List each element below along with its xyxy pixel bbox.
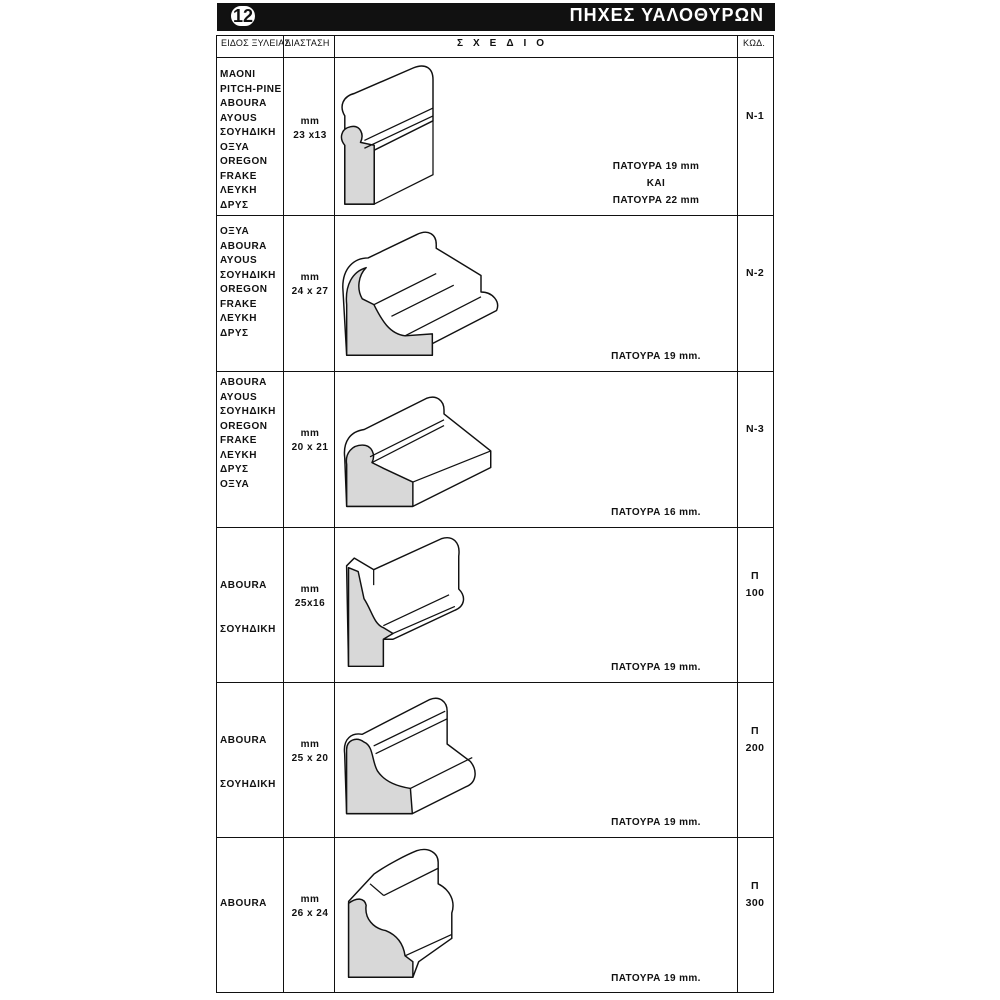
dimension-unit: mm	[300, 583, 320, 595]
wood-type: ABOURA	[220, 240, 267, 252]
wood-type: ΣΟΥΗΔΙΚΗ	[220, 778, 276, 790]
frame-note	[586, 970, 726, 987]
wood-type	[220, 749, 286, 764]
product-code	[737, 421, 773, 438]
product-code-line: N-1	[745, 110, 765, 122]
wood-type: ΔΡΥΣ	[220, 464, 249, 475]
profile-drawing	[335, 841, 737, 987]
product-code-line: 100	[745, 586, 765, 599]
wood-type: ΔΡΥΣ	[220, 327, 249, 339]
wood-type: AYOUS	[220, 112, 258, 124]
wood-type: OREGON	[220, 420, 268, 432]
wood-type: ABOURA	[220, 580, 267, 591]
frame-note-line: ΠΑΤΟΥΡΑ 19 mm.	[611, 817, 701, 828]
wood-type-list	[220, 579, 286, 637]
wood-type	[220, 763, 286, 778]
wood-type: AYOUS	[220, 391, 258, 403]
frame-note	[586, 348, 726, 365]
frame-note	[586, 659, 726, 676]
wood-type-list	[220, 376, 286, 492]
wood-type: AYOUS	[220, 255, 258, 266]
wood-type: ΛΕΥΚΗ	[220, 449, 257, 461]
header-dimension: ΔΙΑΣΤΑΣΗ	[285, 38, 330, 48]
wood-type: ABOURA	[220, 898, 267, 909]
frame-note-line: ΠΑΤΟΥΡΑ 22 mm	[612, 195, 700, 206]
wood-type: ABOURA	[220, 377, 267, 388]
dimension-value: 25 x 20	[291, 752, 329, 764]
row-divider	[217, 837, 773, 838]
wood-type: ΟΞΥΑ	[220, 226, 250, 237]
dimension-value: 20 x 21	[291, 442, 329, 453]
wood-type-list	[220, 734, 286, 792]
product-code-line: 200	[745, 741, 765, 754]
header-wood-type: ΕΙΔΟΣ ΞΥΛΕΙΑΣ	[221, 38, 291, 48]
dimension-cell	[285, 271, 335, 299]
profile-svg	[335, 219, 575, 365]
profile-drawing	[335, 375, 737, 521]
product-code	[737, 723, 773, 757]
wood-type: ΟΞΥΑ	[220, 141, 250, 153]
wood-type-list	[220, 897, 286, 912]
product-code-line: 300	[745, 897, 765, 909]
frame-note-line: ΠΑΤΟΥΡΑ 19 mm.	[611, 351, 701, 362]
profile-svg	[335, 686, 575, 831]
frame-note-line: ΠΑΤΟΥΡΑ 19 mm.	[611, 973, 701, 984]
dimension-unit: mm	[300, 428, 320, 439]
dimension-cell	[285, 115, 335, 143]
wood-type: ΣΟΥΗΔΙΚΗ	[220, 406, 276, 417]
frame-note-line: ΠΑΤΟΥΡΑ 19 mm	[612, 161, 700, 172]
wood-type: ΣΟΥΗΔΙΚΗ	[220, 269, 276, 281]
profile-svg	[335, 62, 575, 209]
wood-type-list	[220, 225, 286, 341]
row-divider	[217, 371, 773, 372]
header-design: ΣΧΕΔΙΟ	[457, 38, 555, 49]
dimension-value: 25x16	[294, 597, 326, 609]
dimension-cell	[285, 893, 335, 921]
dimension-unit: mm	[300, 115, 320, 127]
dimension-cell	[285, 583, 335, 611]
wood-type: FRAKE	[220, 435, 257, 446]
wood-type: OREGON	[220, 156, 268, 167]
wood-type	[220, 608, 286, 623]
wood-type: ΜΑΟΝΙ	[220, 69, 256, 80]
row-divider	[217, 215, 773, 216]
product-code-line: Π	[751, 880, 759, 892]
product-code-line: N-3	[745, 422, 765, 435]
wood-type: ABOURA	[220, 98, 267, 109]
dimension-unit: mm	[300, 894, 320, 905]
page-title: ΠΗΧΕΣ ΥΑΛΟΘΥΡΩΝ	[569, 5, 764, 25]
wood-type: ΟΞΥΑ	[220, 478, 250, 490]
frame-note	[586, 504, 726, 521]
frame-note	[586, 814, 726, 831]
dimension-cell	[285, 738, 335, 766]
dimension-value: 26 x 24	[291, 908, 329, 919]
profile-svg	[335, 375, 575, 521]
product-code-line: Π	[751, 724, 759, 737]
dimension-value: 24 x 27	[291, 286, 329, 297]
wood-type: PITCH-PINE	[220, 83, 282, 95]
wood-type: ΛΕΥΚΗ	[220, 185, 257, 196]
row-divider	[217, 527, 773, 528]
row-divider	[217, 682, 773, 683]
wood-type: OREGON	[220, 284, 268, 295]
wood-type: ABOURA	[220, 735, 267, 746]
profile-svg	[335, 841, 575, 987]
wood-type: ΣΟΥΗΔΙΚΗ	[220, 127, 276, 138]
frame-note-line: ΠΑΤΟΥΡΑ 16 mm.	[611, 507, 701, 518]
header-divider	[217, 57, 773, 58]
wood-type: ΣΟΥΗΔΙΚΗ	[220, 623, 276, 635]
dimension-unit: mm	[300, 272, 320, 283]
profile-drawing	[335, 531, 737, 676]
product-code	[737, 108, 773, 125]
profile-table	[216, 35, 774, 993]
product-code	[737, 568, 773, 602]
profile-drawing	[335, 219, 737, 365]
frame-note-line: ΚΑΙ	[646, 178, 666, 189]
dimension-cell	[285, 427, 335, 455]
product-code-line: N-2	[745, 266, 765, 279]
frame-note-line: ΠΑΤΟΥΡΑ 19 mm.	[611, 662, 701, 673]
product-code	[737, 265, 773, 282]
wood-type	[220, 594, 286, 609]
product-code-line: Π	[751, 569, 759, 582]
wood-type: FRAKE	[220, 298, 257, 310]
wood-type: ΔΡΥΣ	[220, 199, 249, 211]
header-code: ΚΩΔ.	[743, 38, 766, 48]
dimension-value: 23 x13	[293, 129, 327, 141]
wood-type: FRAKE	[220, 170, 257, 182]
product-code	[737, 878, 773, 912]
profile-svg	[335, 531, 575, 676]
profile-drawing	[335, 686, 737, 831]
wood-type-list	[220, 68, 286, 213]
frame-note	[586, 158, 726, 209]
page-number: 12	[229, 4, 257, 28]
column-divider	[737, 36, 738, 992]
wood-type: ΛΕΥΚΗ	[220, 313, 257, 324]
dimension-unit: mm	[300, 738, 320, 750]
